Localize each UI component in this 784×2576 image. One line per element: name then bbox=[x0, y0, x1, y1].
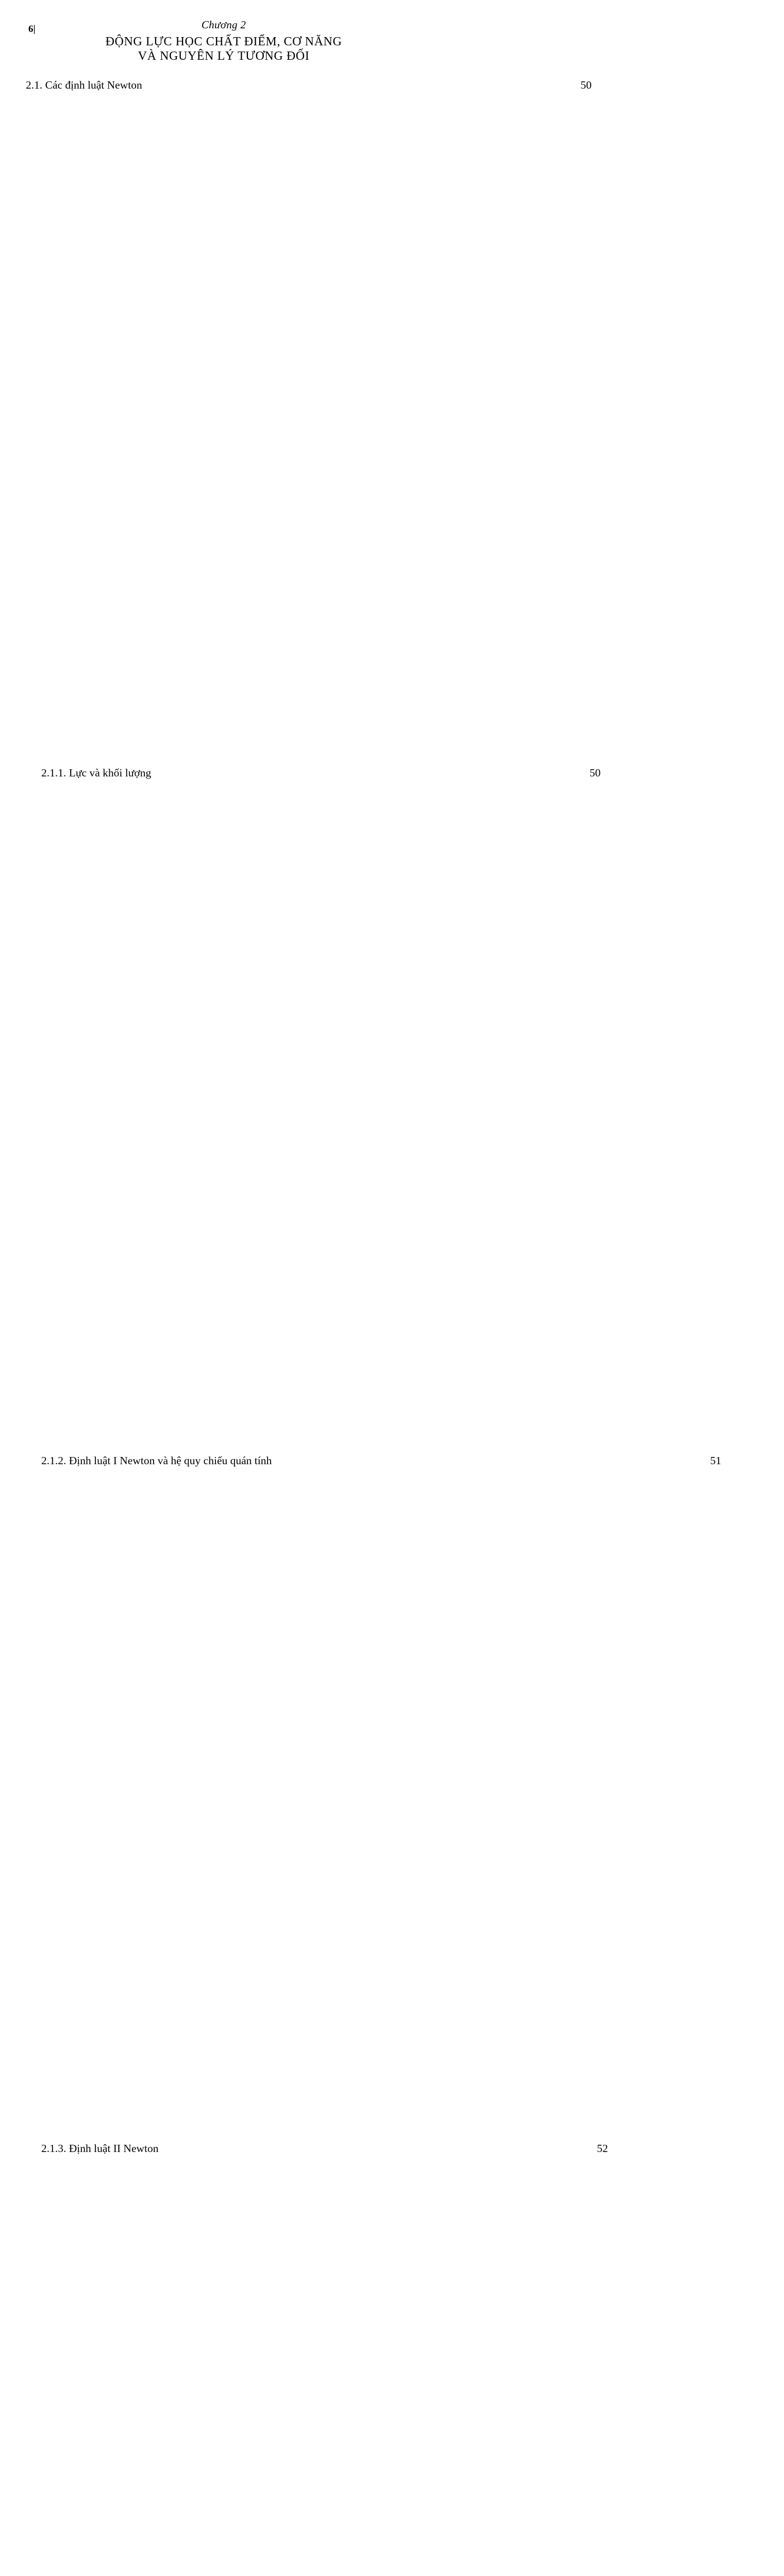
document-page bbox=[0, 19, 722, 2155]
chapter-title-line-1: ĐỘNG LỰC HỌC CHẤT ĐIỂM, CƠ NĂNG bbox=[105, 35, 342, 48]
chapter-label: Chương 2 bbox=[201, 19, 246, 31]
page-number: 6| bbox=[28, 24, 36, 35]
chapter-title-line-2: VÀ NGUYÊN LÝ TƯƠNG ĐỐI bbox=[138, 49, 310, 63]
toc-entry-subsection[interactable] bbox=[26, 2141, 608, 2576]
toc-entry-label: 2.1.2. Định luật I Newton và hệ quy chiếu quán tính bbox=[41, 1454, 272, 1467]
toc-group bbox=[26, 77, 722, 2576]
toc-entry-page-number: 52 bbox=[597, 2142, 608, 2155]
toc-entry-page-number: 51 bbox=[710, 1454, 722, 1467]
chapter-heading bbox=[0, 19, 447, 64]
toc-entry-section[interactable] bbox=[26, 77, 592, 765]
toc-entry-subsection[interactable] bbox=[26, 765, 601, 1453]
toc-entry-page-number: 50 bbox=[589, 767, 601, 779]
table-of-contents bbox=[0, 77, 722, 2576]
toc-entry-label: 2.1. Các định luật Newton bbox=[26, 79, 142, 92]
toc-entry-label: 2.1.1. Lực và khối lượng bbox=[41, 767, 152, 779]
toc-entry-page-number: 50 bbox=[580, 79, 592, 92]
toc-entry-subsection[interactable] bbox=[26, 1453, 722, 2141]
toc-entry-label: 2.1.3. Định luật II Newton bbox=[41, 2142, 159, 2155]
